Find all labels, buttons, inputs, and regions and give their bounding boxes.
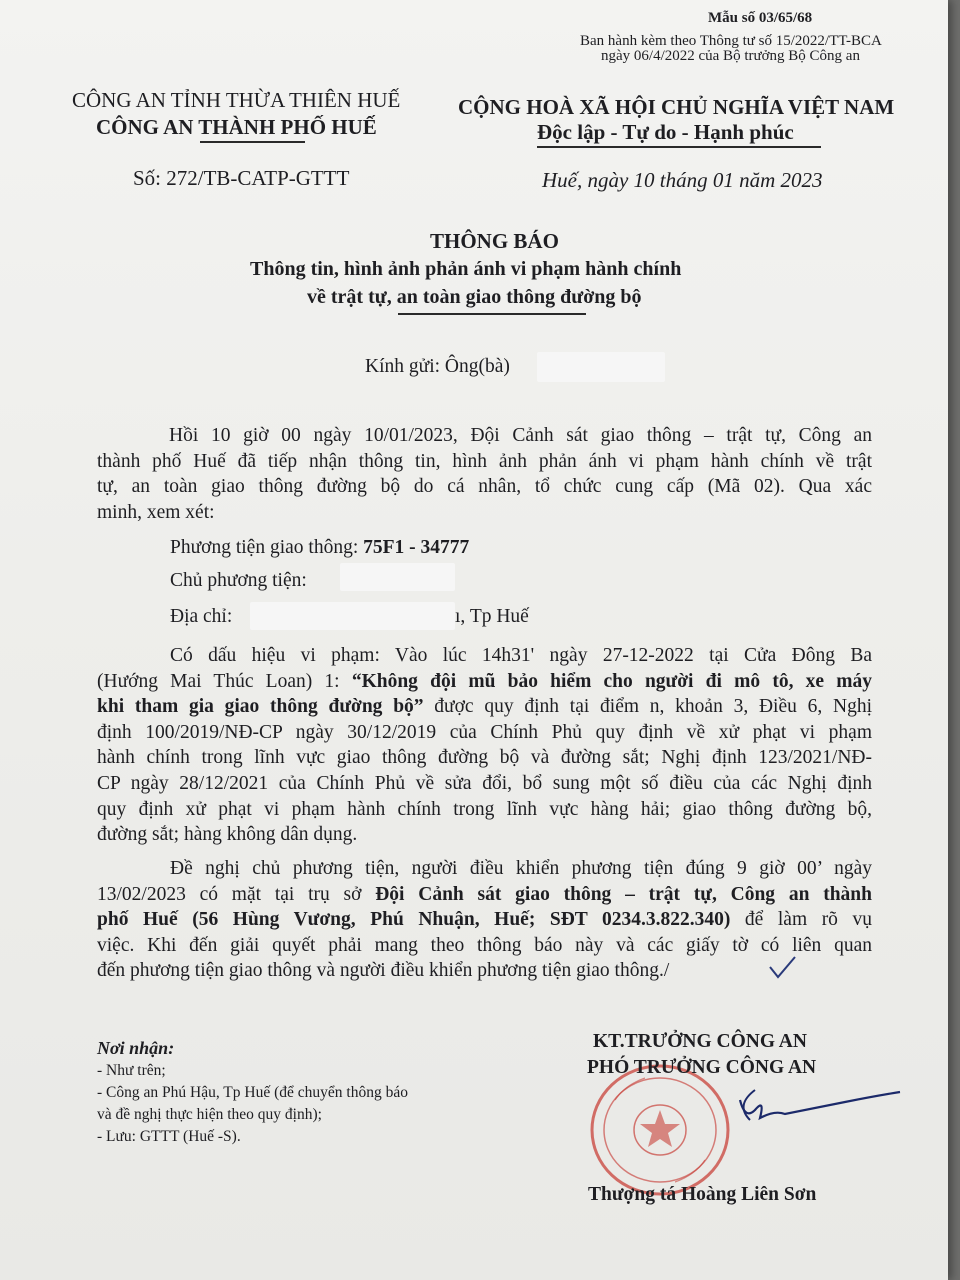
vehicle-line [170,537,469,559]
title-subtitle-2: về trật tự, an toàn giao thông đường bộ [307,286,642,308]
address-tail: ı, Tp Huế [455,606,529,627]
paragraph-violation: Có dấu hiệu vi phạm: Vào lúc 14h31' ngày 27-12-2022 tại Cửa Đông Ba (Hướng Mai Thúc Loan) 1: “Không đội mũ bảo hiểm cho người đi mô tô, xe máy khi tham gia giao thông đường bộ” được quy định tại điểm n, khoản 3, Điều 6, Nghị định 100/2019/NĐ-CP ngày 30/12/2019 của Chính Phủ quy định về xử phạt vi phạm hành chính trong lĩnh vực giao thông đường bộ và đường sắt; Nghị định 123/2021/NĐ- CP ngày 28/12/2021 của Chính Phủ về sửa đổi, bổ sung một số điều của các Nghị định quy định xử phạt vi phạm hành chính trong lĩnh vực hàng hải; giao thông đường bộ, đường sắt; hàng không dân dụng. [97,645,872,846]
redacted-owner-name [340,563,455,591]
document-title: THÔNG BÁO [430,229,559,253]
issued-line-1: Ban hành kèm theo Thông tư số 15/2022/TT-BCA [580,33,882,49]
address-label: Địa chỉ: [170,606,233,627]
form-number: Mẫu số 03/65/68 [708,10,813,26]
motto-underline [537,146,821,148]
title-underline [398,313,586,315]
redacted-recipient-name [537,352,665,382]
paragraph-intro: Hồi 10 giờ 00 ngày 10/01/2023, Đội Cảnh sát giao thông – trật tự, Công an thành phố Huế đã tiếp nhận thông tin, hình ảnh phản ánh vi phạm hành chính về trật tự, an toàn giao thông đường bộ do cá nhân, tổ chức cung cấp (Mã 02). Qua xác minh, xem xét: [97,425,872,523]
title-subtitle-1: Thông tin, hình ảnh phản ánh vi phạm hành chính [250,258,682,280]
document-number: Số: 272/TB-CATP-GTTT [133,166,350,190]
police-office: Đội Cảnh sát giao thông – trật tự, Công an thành [375,883,872,905]
check-mark-icon [768,955,798,981]
signatory-name: Thượng tá Hoàng Liên Sơn [588,1184,817,1205]
recipient-2: - Công an Phú Hậu, Tp Huế (để chuyển thông báo [97,1084,408,1101]
agency-underline [200,141,305,143]
violation-description: “Không đội mũ bảo hiểm cho người đi mô tô, xe máy [351,670,872,692]
signatory-title-2: PHÓ TRƯỞNG CÔNG AN [587,1057,817,1078]
vehicle-plate: 75F1 - 34777 [363,537,470,558]
vehicle-label: Phương tiện giao thông: [170,537,364,558]
handwritten-signature-icon [725,1080,905,1130]
issued-line-2: ngày 06/4/2022 của Bộ trưởng Bộ Công an [601,48,860,64]
agency-line-1: CÔNG AN TỈNH THỪA THIÊN HUẾ [72,88,401,112]
greeting: Kính gửi: Ông(bà) [365,356,510,377]
recipient-2-cont: và đề nghị thực hiện theo quy định); [97,1106,322,1123]
police-address: phố Huế (56 Hùng Vương, Phú Nhuận, Huế; SĐT 0234.3.822.340) [97,909,731,931]
redacted-address [250,602,455,630]
recipient-3: - Lưu: GTTT (Huế -S). [97,1128,241,1145]
nation-line-1: CỘNG HOÀ XÃ HỘI CHỦ NGHĨA VIỆT NAM [458,95,895,119]
official-seal-icon [585,1060,735,1200]
signatory-title-1: KT.TRƯỞNG CÔNG AN [593,1031,807,1052]
agency-line-2: CÔNG AN THÀNH PHỐ HUẾ [96,115,377,139]
document-date: Huế, ngày 10 tháng 01 năm 2023 [542,168,823,192]
paragraph-request: Đề nghị chủ phương tiện, người điều khiển phương tiện đúng 9 giờ 00’ ngày 13/02/2023 có mặt tại trụ sở Đội Cảnh sát giao thông – trật tự, Công an thành phố Huế (56 Hùng Vương, Phú Nhuận, Huế; SĐT 0234.3.822.340) để làm rõ vụ việc. Khi đến giải quyết phải mang theo thông báo này và các giấy tờ có liên quan đến phương tiện giao thông và người điều khiển phương tiện giao thông./ [97,858,872,982]
nation-motto: Độc lập - Tự do - Hạnh phúc [537,120,794,144]
recipient-1: - Như trên; [97,1062,166,1079]
recipients-title: Nơi nhận: [97,1038,175,1058]
owner-label: Chủ phương tiện: [170,570,307,591]
